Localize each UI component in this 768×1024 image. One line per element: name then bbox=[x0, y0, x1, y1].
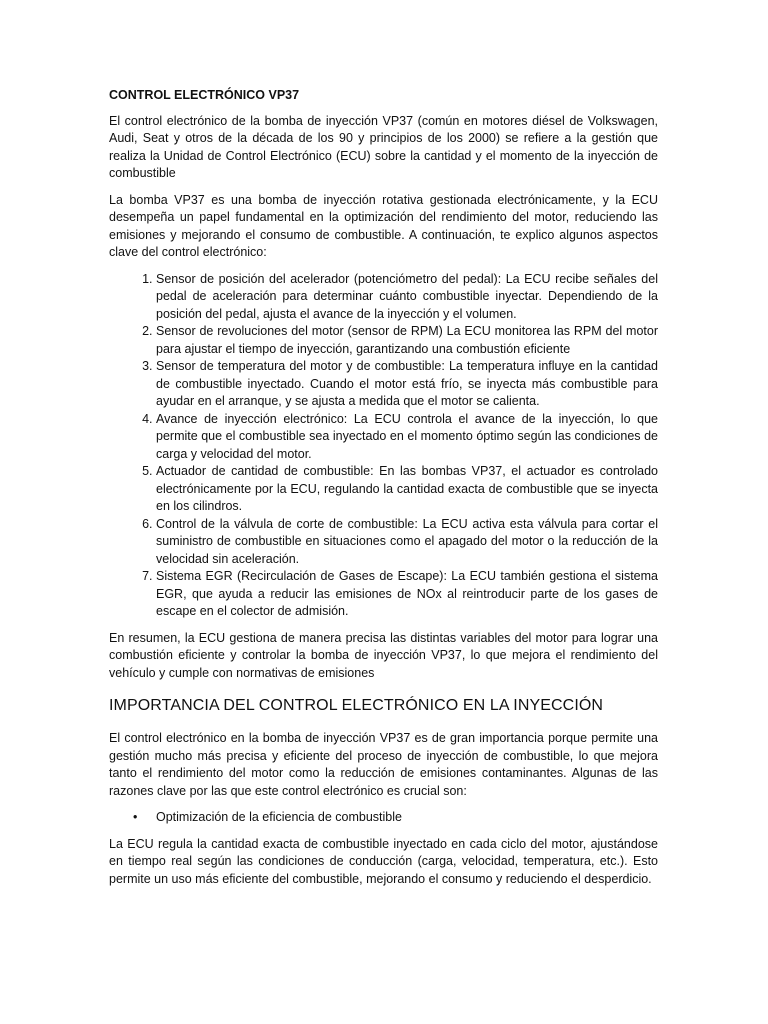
bullet-item bbox=[109, 809, 658, 827]
bullet-item-text: Optimización de la eficiencia de combustible bbox=[156, 810, 402, 824]
intro-paragraph-1: El control electrónico de la bomba de inyección VP37 (común en motores diésel de Volkswagen, Audi, Seat y otros de la década de los 90 y principios de los 2000) se refiere a la gestión que realiza la Unidad de Control Electrónico (ECU) sobre la cantidad y el momento de la inyección de combustible bbox=[109, 113, 658, 180]
section-heading: IMPORTANCIA DEL CONTROL ELECTRÓNICO EN LA INYECCIÓN bbox=[109, 697, 604, 714]
intro-paragraph-2: La bomba VP37 es una bomba de inyección rotativa gestionada electrónicamente, y la ECU desempeña un papel fundamental en la optimización del rendimiento del motor, reduciendo las emisiones y mejorando el consumo de combustible. A continuación, te explico algunos aspectos clave del control electrónico: bbox=[109, 192, 658, 259]
list-item: 3. Sensor de temperatura del motor y de combustible: La temperatura influye en la cantidad de combustible inyectado. Cuando el motor está frío, se inyecta más combustible para ayudar en el arranque, y se ajusta a medida que el motor se calienta. bbox=[156, 358, 658, 411]
final-paragraph: La ECU regula la cantidad exacta de combustible inyectado en cada ciclo del motor, ajustándose en tiempo real según las condiciones de conducción (carga, velocidad, temperatura, etc.). Esto permite un uso más eficiente del combustible, mejorando el consumo y reduciendo el desperdicio. bbox=[109, 836, 658, 886]
summary-paragraph: En resumen, la ECU gestiona de manera precisa las distintas variables del motor para lograr una combustión eficiente y controlar la bomba de inyección VP37, lo que mejora el rendimiento del vehículo y cumple con normativas de emisiones bbox=[109, 630, 658, 680]
list-item: 7. Sistema EGR (Recirculación de Gases de Escape): La ECU también gestiona el sistema EGR, que ayuda a reducir las emisiones de NOx al reintroducir parte de los gases de escape en el colector de admisión. bbox=[156, 568, 658, 621]
list-item: 2. Sensor de revoluciones del motor (sensor de RPM) La ECU monitorea las RPM del motor para ajustar el tiempo de inyección, garantizando una combustión eficiente bbox=[156, 323, 658, 358]
document-title: CONTROL ELECTRÓNICO VP37 bbox=[109, 88, 300, 102]
bullet-icon: • bbox=[133, 810, 138, 824]
document-page bbox=[109, 87, 658, 897]
list-item: 5. Actuador de cantidad de combustible: En las bombas VP37, el actuador es controlado electrónicamente por la ECU, regulando la cantidad exacta de combustible que se inyecta en los cilindros. bbox=[156, 463, 658, 516]
bullet-list bbox=[109, 809, 658, 827]
list-item: 6. Control de la válvula de corte de combustible: La ECU activa esta válvula para cortar el suministro de combustible en situaciones como el apagado del motor o la reducción de la velocidad sin aceleración. bbox=[156, 516, 658, 569]
section-paragraph: El control electrónico en la bomba de inyección VP37 es de gran importancia porque permite una gestión mucho más precisa y eficiente del proceso de inyección de combustible, lo que mejora tanto el rendimiento del motor como la reducción de emisiones contaminantes. Algunas de las razones clave por las que este control electrónico es crucial son: bbox=[109, 731, 658, 798]
list-item: 1. Sensor de posición del acelerador (potenciómetro del pedal): La ECU recibe señales del pedal de aceleración para determinar cuánto combustible inyectar. Dependiendo de la posición del pedal, ajusta el avance de la inyección y el volumen. bbox=[156, 271, 658, 324]
control-aspects-list bbox=[109, 271, 658, 621]
list-item: 4. Avance de inyección electrónico: La ECU controla el avance de la inyección, lo que permite que el combustible sea inyectado en el momento óptimo según las condiciones de carga y velocidad del motor. bbox=[156, 411, 658, 464]
